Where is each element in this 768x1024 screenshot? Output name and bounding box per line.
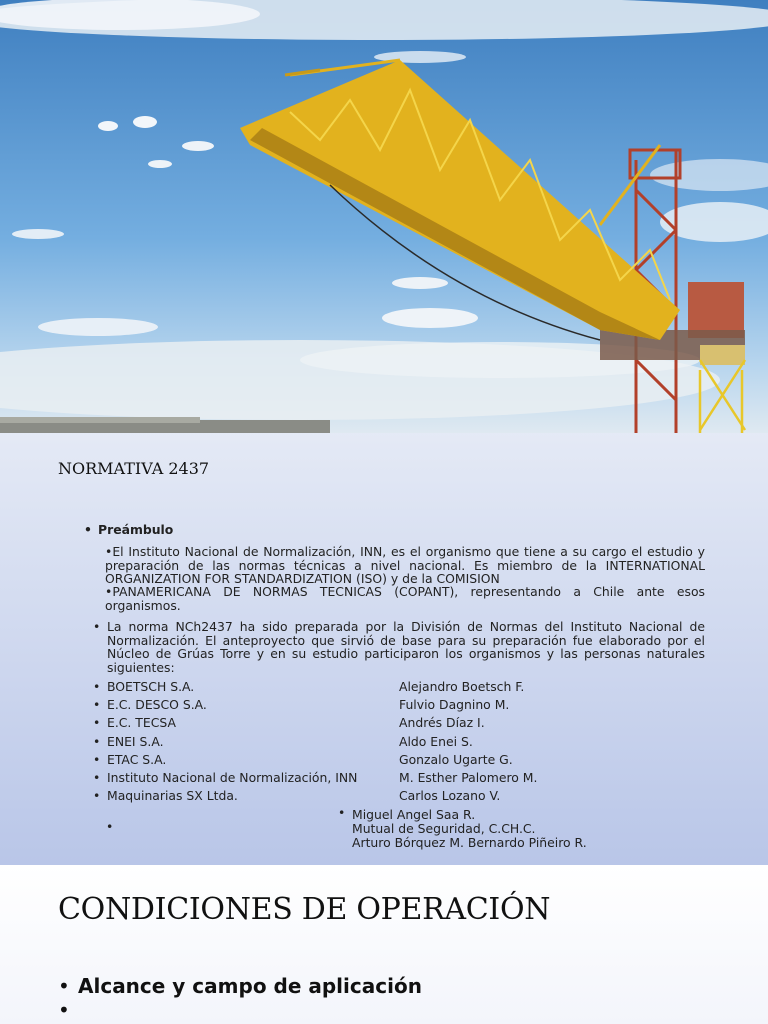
preambulo-heading: • Preámbulo [98,523,173,537]
list-item: Andrés Díaz I. [399,715,485,731]
list-item: Carlos Lozano V. [399,788,501,804]
bullet-mark: • [338,805,346,820]
organizations-list [107,679,357,806]
list-item: • ETAC S.A. [107,752,357,770]
preambulo-paragraph-2: •PANAMERICANA DE NORMAS TECNICAS (COPANT), representando a Chile ante esos organismos. [105,584,705,613]
section-title: CONDICIONES DE OPERACIÓN [58,892,551,927]
list-item: Aldo Enei S. [399,733,473,749]
extra-line: Mutual de Seguridad, C.CH.C. [352,821,536,836]
list-item: • E.C. TECSA [107,715,357,733]
extra-line: Arturo Bórquez M. Bernardo Piñeiro R. [352,835,587,850]
list-item: • Maquinarias SX Ltda. [107,788,357,806]
slide-condiciones [0,865,768,1024]
bullet-mark: • [58,974,70,998]
bullet-mark: • [106,819,114,834]
list-item: • E.C. DESCO S.A. [107,697,357,715]
people-list [399,679,537,806]
list-item: • BOETSCH S.A. [107,679,357,697]
intro-paragraph: • La norma NCh2437 ha sido preparada por la División de Normas del Instituto Nacional de Normalización. El anteproyecto que sirvió de base para su preparación fue elaborado por el Núcleo de Grúas Torre y en su estudio participaron los organismos y las personas naturales siguientes: [107,620,705,674]
bullet-alcance: Alcance y campo de aplicación [78,974,422,998]
preambulo-paragraph-1: •El Instituto Nacional de Normalización, INN, es el organismo que tiene a su cargo el estudio y preparación de las normas técnicas a nivel nacional. Es miembro de la INTERNATIONAL ORGANIZATION FOR STANDARDIZATION (ISO) y de la COMISION [105,544,705,586]
list-item: M. Esther Palomero M. [399,769,538,785]
tower-crane-photo [0,0,768,433]
list-item: Fulvio Dagnino M. [399,697,510,713]
list-item: Alejandro Boetsch F. [399,679,525,694]
page-title: NORMATIVA 2437 [58,459,210,478]
bullet-mark: • [58,998,70,1022]
list-item: • Instituto Nacional de Normalización, INN [107,770,357,788]
extra-line: Miguel Angel Saa R. [352,807,476,822]
list-item: • ENEI S.A. [107,734,357,752]
list-item: Gonzalo Ugarte G. [399,751,513,767]
